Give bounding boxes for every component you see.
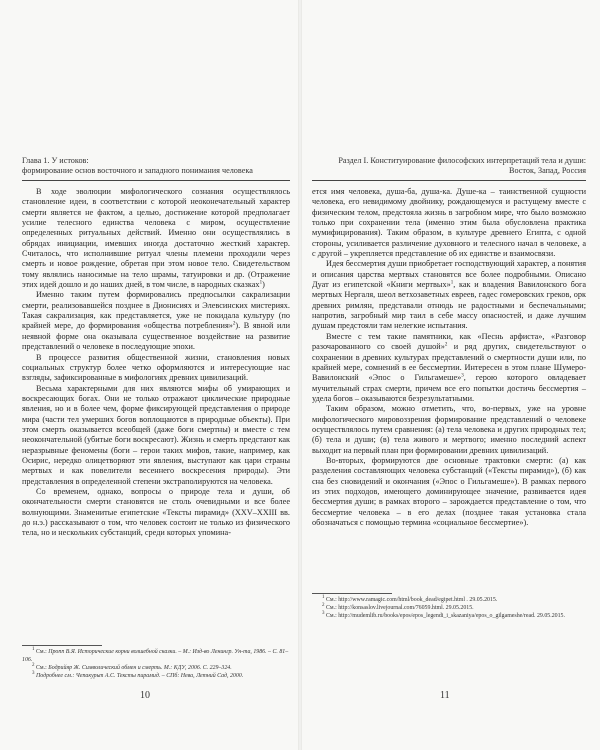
fn-2-prefix: См.: <box>35 665 49 671</box>
rfn-2-text: См.: http://konsaslov.livejournal.com/76059.html. 29.05.2015. <box>325 605 474 611</box>
right-header-line-2: Восток, Запад, Россия <box>509 166 586 175</box>
left-paragraph-2 <box>22 290 290 352</box>
fn-mark-2: 2 <box>32 663 35 669</box>
right-footnotes <box>312 596 586 620</box>
rfn-mark-3: 3 <box>322 611 325 617</box>
right-paragraph-5: Во-вторых, формируются две основные трактовки смерти: (а) как разделения составляющих человека субстанций («Тексты пирамид»), (б) как сна без сновидений и окончания («Эпос о Гильгамеше»). В рамках первого из этих подходов, имеющего доминирующее значение, развивается идея бессмертия души; в рамках второго – зарождается представление о том, что бессмертие человека – в его делах (позднее такая установка стала обозначаться с помощью термина «социальное бессмертие»). <box>312 455 586 527</box>
right-paragraph-4: Таким образом, можно отметить, что, во-первых, уже на уровне мифологического мировоззрения формирование представлений о человеке осуществлялось путем сравнения: (а) тела человека и других природных тел; (б) тела и души; (в) тела живого и мертвого; именно последний аспект выходит на первый план при формировании древних цивилизаций. <box>312 404 586 455</box>
fn-1-prefix: См.: <box>35 649 49 655</box>
left-header-line-1: Глава 1. У истоков: <box>22 156 89 165</box>
fn-mark-1: 1 <box>32 647 35 653</box>
right-p3-tail: , герою которого овладевает мучительный страх смерти, причем все его попытки достичь бессмертия – удела богов – оказываются безрезультатными. <box>312 373 586 403</box>
left-footnote-1 <box>22 648 290 664</box>
right-body-text <box>312 187 586 528</box>
left-paragraph-1: В ходе эволюции мифологического сознания осуществлялось становление идеи, в соответствии с которой неоконечательный характер смерти является не фактом, а целью, достижение которой предполагает усилие телесного единства человека с миром, осуществление определенных ритуальных действий. Именно они осуществлялись в обрядах инициации, имевших иногда достаточно жесткий характер. Считалось, что исполнившие ритуал члены племени проходили через смерть и новое рождение, обретая при этом новое тело. Свидетельством тому являлись наносимые на тело шрамы, татуировки и др. (Отражение этих идей дошло и до наших дней, в том числе, в народных сказках$^1$) <box>22 187 290 290</box>
right-p3-text: Вместе с тем такие памятники, как «Песнь арфиста», «Разговор разочарованного со своей душой» <box>312 331 586 352</box>
left-paragraph-3: В процессе развития общественной жизни, становления новых социальных структур более четко оформляются и интересующие нас взгляды, зафиксированные в мифологиях древних цивилизаций. <box>22 352 290 383</box>
left-paragraph-5 <box>22 487 290 539</box>
fn-mark-3: 3 <box>32 671 35 677</box>
rfn-mark-2: 2 <box>322 603 325 609</box>
left-p1-text: В ходе эволюции мифологического сознания осуществлялось становление идеи, в соответствии с которой неоконечательный характер смерти является не фактом, а целью, достижение которой предполагает усилие телесного единства человека с миром, осуществление определенных ритуальных действий. Именно они осуществлялись в обрядах инициации, имевших иногда достаточно жесткий характер. Считалось, что исполнившие ритуал члены племени проходили через смерть и новое рождение, обретая при этом новое тело. Свидетельством тому являлись наносимые на тело шрамы, татуировки и др. (Отражение этих идей дошло и до наших дней, в том числе, в народных сказках <box>22 187 290 290</box>
footnote-ref-r1: 1 <box>450 280 454 286</box>
right-footnote-2 <box>312 604 586 612</box>
right-p2-text: Идея бессмертия души приобретает господствующий характер, а понятия и описания царства мертвых становятся все более подробными. Описано Дуат из египетской «Книги мертвых» <box>312 259 586 290</box>
right-footnote-3 <box>312 612 586 620</box>
left-header-line-2: формирование основ восточного и западного понимания человека <box>22 166 253 175</box>
right-p2-tail: , как и владения Вавилонского бога мертвых Нергаля, шеол ветхозаветных евреев, гадес гомеровских греков, орк древних римлян, представали отнюдь не радостными и беспечальными; напротив, загробный мир таил в себе массу опасностей, и даже лучшим душам предстояли там нелегкие испытания. <box>312 280 587 331</box>
rfn-mark-1: 1 <box>322 595 325 601</box>
right-paragraph-1: ется имя человека, душа-ба, душа-ка. Душе-ка – таинственной сущности человека, его невидимому двойнику, рождающемуся и растущему вместе с физическим телом, предстояла жизнь в загробном мире, что было возможно только при сохранении тела (именно этим была обусловлена практика мумифицирования). Таким образом, в культуре древнего Египта, с одной стороны, усиливается различение духовного и телесного начал в человеке, а с другой – укрепляется представление об их единстве и взаимосвязи. <box>312 187 586 259</box>
left-page-number: 10 <box>140 690 150 701</box>
rfn-3-text: См.: http://mudemlib.ru/books/epos/epos_legendi_i_skazaniya/epos_o_gilgameshe/read. 29.05.2015. <box>325 613 565 619</box>
footnote-ref-r3: 3 <box>461 373 464 379</box>
right-p3-mid: и ряд других, свидетельствуют о сохранении в древних культурах представлений о смертности души или, по крайней мере, сомнений в ее бессмертии. Интересен в этом плане Шумеро-Вавилонский «Эпос о Гильгамеше» <box>312 342 586 383</box>
left-p2-text: Именно таким путем формировались предпосылки сакрализации смерти, реализовавшейся позднее в Дионисиях и Элевсинских мистериях. Такая сакрализация, как представляется, уже не покидала культуру (по крайней мере, до формирования «общества потребления» <box>22 290 290 331</box>
left-footnote-3 <box>22 672 290 680</box>
left-footnotes <box>22 648 290 680</box>
fn-1-text: Пропп В.Я. Исторические корни волшебной сказки. – М.: Изд-во Ленингр. Ун-та, 1986. – С. 81–106. <box>22 649 289 663</box>
fn-3-text: Подробнее см.: Чепакурьт А.С. Тексты пирамид. – СПб: Нева, Летний Сад, 2000. <box>35 673 244 679</box>
right-footnote-1 <box>312 596 586 604</box>
footnote-ref-1: 1 <box>259 280 263 286</box>
right-page <box>300 0 600 750</box>
left-body-text <box>22 187 290 539</box>
right-paragraph-2 <box>312 259 586 331</box>
left-paragraph-4: Весьма характерными для них являются мифы об умирающих и воскресающих богах. Они не только отражают циклические природные явления, но и в более чем, форме фиксирующей представления о природе мира (части тел умерших богов воплощаются в природные объекты). При этом смерть оказывается всеобщей (даже боги смертны) и вместе с тем неокончательной (убитые боги воскресают). Жизнь и смерть предстают как неразрывные феномены (боги – герои таких мифов, такие, например, как Осирис, нередко олицетворяют эти явления, выступают как цари страны мертвых и как повелители весеннего воскресения природы). Эти представления в определенной степени экстраполируются на человека. <box>22 383 290 486</box>
left-p5-text: Со временем, однако, вопросы о природе тела и души, об окончательности смерти становятся не столь очевидными и все более волнующими. Знаменитые египетские «Тексты пирамид» (XXV–XXIII вв. до н.э.) рассказывают о том, что человек состоит не только из физического тела, но и нескольких субстанций, среди которых упомина- <box>22 486 290 538</box>
left-running-header <box>22 156 290 176</box>
left-footnote-rule <box>22 645 102 646</box>
right-paragraph-3 <box>312 332 586 404</box>
right-page-number: 11 <box>440 690 450 701</box>
footnote-ref-r2: 2 <box>444 342 448 348</box>
right-header-line-1: Раздел I. Конституирование философских интерпретаций тела и души: <box>338 156 586 165</box>
right-footnote-rule <box>312 593 392 594</box>
right-running-header <box>312 156 586 176</box>
fn-2-text: Бодрийяр Ж. Символический обмен и смерть. М.: КДУ, 2006. С. 229–324. <box>48 665 232 671</box>
footnote-ref-2: 2 <box>232 321 236 327</box>
left-header-rule <box>22 180 290 181</box>
rfn-1-text: См.: http://www.ramagic.com/html/book_dead/egipet.html . 29.05.2015. <box>325 597 498 603</box>
left-p2-tail: ). В явной или неявной форме она оказывала существенное воздействие на развитие представлений о человеке в последующие эпохи. <box>22 321 290 352</box>
right-header-rule <box>312 180 586 181</box>
left-footnote-2 <box>22 664 290 672</box>
